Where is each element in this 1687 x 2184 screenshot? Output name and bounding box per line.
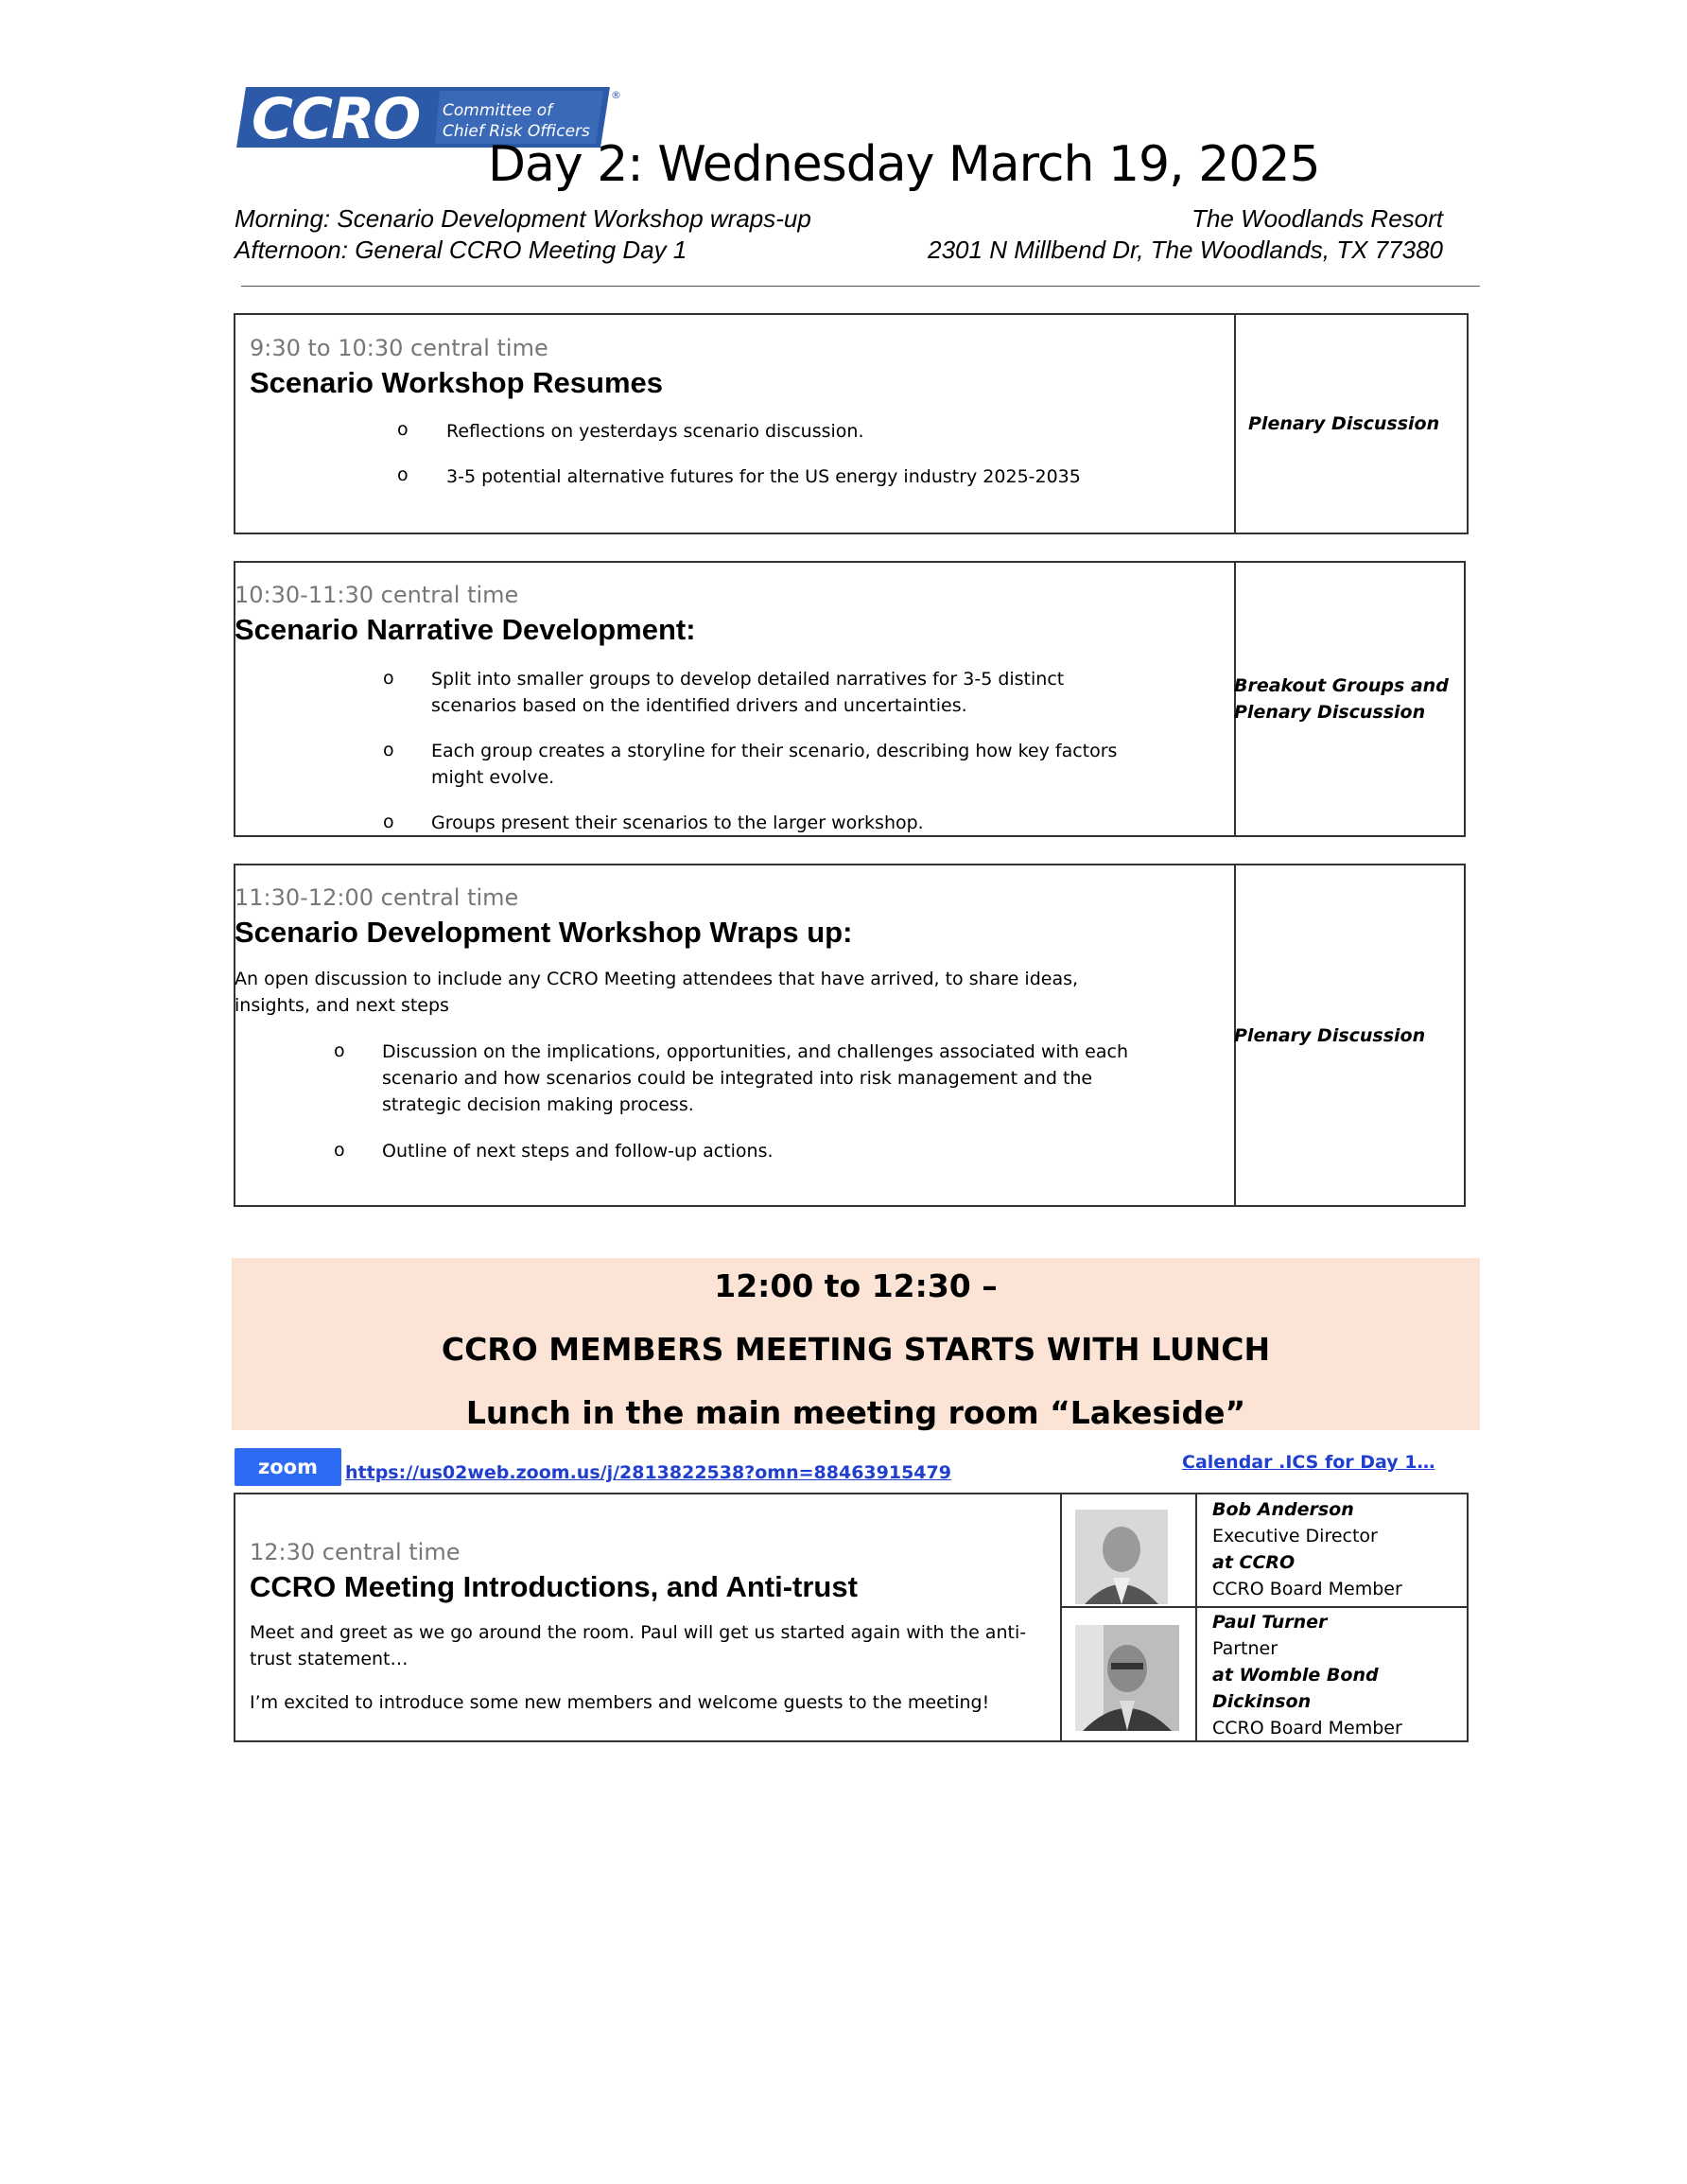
bullet-icon: o bbox=[397, 464, 409, 485]
speaker-title: Partner bbox=[1212, 1638, 1278, 1659]
morning-subtitle: Morning: Scenario Development Workshop wraps-up bbox=[235, 204, 811, 233]
lunch-time: 12:00 to 12:30 – bbox=[714, 1267, 998, 1304]
session-description: Meet and greet as we go around the room. Paul will get us started again with the anti-trust statement… bbox=[250, 1622, 1027, 1669]
svg-text:Chief Risk Officers: Chief Risk Officers bbox=[443, 122, 590, 141]
calendar-ics-link[interactable]: Calendar .ICS for Day 1… bbox=[1182, 1452, 1435, 1473]
bullet-text: Each group creates a storyline for their scenario, describing how key factors might evolve. bbox=[431, 741, 1118, 788]
session-time: 10:30-11:30 central time bbox=[235, 582, 519, 608]
bullet-icon: o bbox=[383, 740, 394, 760]
bullet-text: Split into smaller groups to develop detailed narratives for 3-5 distinct scenarios based on the identified drivers and uncertainties. bbox=[431, 669, 1065, 716]
lunch-banner bbox=[232, 1258, 1480, 1430]
column-divider bbox=[1234, 313, 1236, 534]
session-time: 11:30-12:00 central time bbox=[235, 884, 519, 911]
session-format: Breakout Groups and bbox=[1234, 675, 1449, 696]
bullet-icon: o bbox=[383, 668, 394, 689]
session-intro: An open discussion to include any CCRO Meeting attendees that have arrived, to share ideas, insights, and next steps bbox=[235, 969, 1079, 1016]
speaker-divider bbox=[1060, 1606, 1469, 1608]
bullet-icon: o bbox=[334, 1140, 345, 1161]
speaker-org: at Womble Bond bbox=[1212, 1665, 1379, 1686]
column-divider bbox=[1195, 1493, 1197, 1742]
bullet-icon: o bbox=[334, 1040, 345, 1061]
zoom-logo-icon: zoom bbox=[235, 1448, 341, 1486]
bullet-icon: o bbox=[383, 812, 394, 832]
lunch-location: Lunch in the main meeting room “Lakeside” bbox=[465, 1394, 1246, 1431]
bullet-text: Discussion on the implications, opportunities, and challenges associated with each scenario and how scenarios could be integrated into risk management and the strategic decision making process. bbox=[382, 1041, 1129, 1115]
speaker-name: Paul Turner bbox=[1212, 1612, 1328, 1633]
speaker-role: CCRO Board Member bbox=[1212, 1579, 1402, 1599]
column-divider bbox=[1060, 1493, 1062, 1742]
session-time: 12:30 central time bbox=[250, 1539, 461, 1565]
lunch-heading: CCRO MEMBERS MEETING STARTS WITH LUNCH bbox=[441, 1331, 1271, 1368]
speaker-photo bbox=[1075, 1510, 1168, 1604]
svg-text:®: ® bbox=[611, 89, 621, 101]
session-time: 9:30 to 10:30 central time bbox=[250, 335, 548, 361]
session-format: Plenary Discussion bbox=[1234, 702, 1426, 723]
session-heading: Scenario Development Workshop Wraps up: bbox=[235, 916, 853, 949]
svg-text:CCRO: CCRO bbox=[252, 87, 420, 148]
zoom-meeting-link[interactable]: https://us02web.zoom.us/j/2813822538?omn=88463915479 bbox=[345, 1462, 951, 1483]
bullet-text: Groups present their scenarios to the larger workshop. bbox=[431, 812, 924, 833]
session-format: Plenary Discussion bbox=[1248, 413, 1440, 434]
page-title: Day 2: Wednesday March 19, 2025 bbox=[488, 136, 1320, 193]
session-heading: Scenario Workshop Resumes bbox=[250, 366, 664, 399]
speaker-org: at CCRO bbox=[1212, 1552, 1296, 1573]
speaker-card bbox=[1212, 1609, 1402, 1741]
session-description: I’m excited to introduce some new members and welcome guests to the meeting! bbox=[250, 1692, 990, 1713]
venue-address: 2301 N Millbend Dr, The Woodlands, TX 77380 bbox=[928, 236, 1443, 264]
bullet-text: Reflections on yesterdays scenario discussion. bbox=[446, 421, 864, 442]
venue-name: The Woodlands Resort bbox=[1191, 204, 1443, 233]
speaker-title: Executive Director bbox=[1212, 1526, 1378, 1546]
session-heading: Scenario Narrative Development: bbox=[235, 613, 696, 646]
session-format: Plenary Discussion bbox=[1234, 1025, 1426, 1046]
bullet-text: 3-5 potential alternative futures for the US energy industry 2025-2035 bbox=[446, 466, 1081, 487]
speaker-card bbox=[1212, 1496, 1402, 1602]
session-heading: CCRO Meeting Introductions, and Anti-trust bbox=[250, 1570, 858, 1603]
svg-text:Committee of: Committee of bbox=[443, 101, 553, 120]
bullet-text: Outline of next steps and follow-up actions. bbox=[382, 1141, 774, 1162]
header-divider bbox=[241, 286, 1480, 287]
speaker-photo bbox=[1075, 1625, 1179, 1731]
speaker-role: CCRO Board Member bbox=[1212, 1718, 1402, 1738]
afternoon-subtitle: Afternoon: General CCRO Meeting Day 1 bbox=[235, 236, 687, 264]
bullet-icon: o bbox=[397, 419, 409, 440]
speaker-org: Dickinson bbox=[1212, 1691, 1312, 1712]
speaker-name: Bob Anderson bbox=[1212, 1499, 1354, 1520]
